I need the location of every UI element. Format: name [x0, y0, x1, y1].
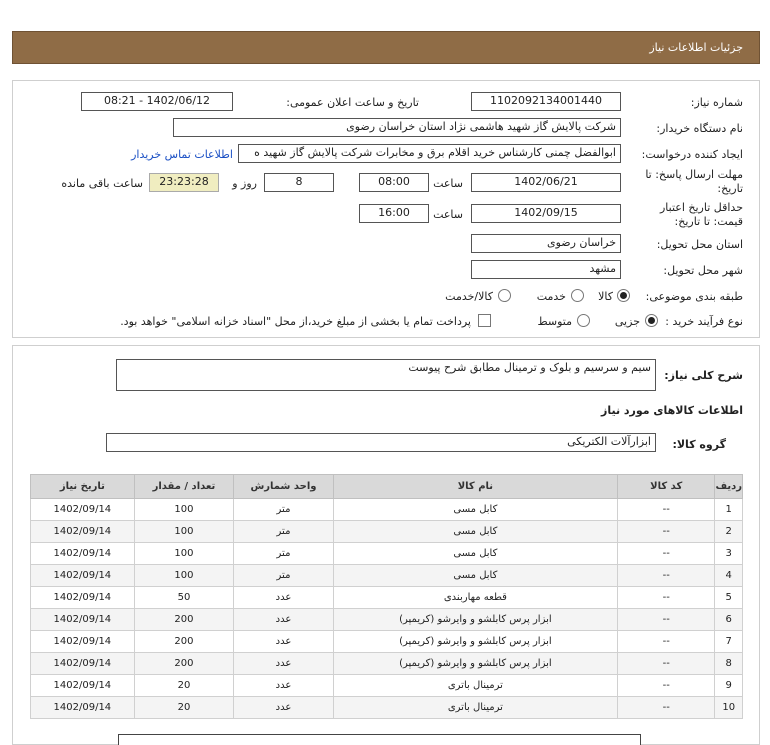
table-row: [31, 587, 743, 609]
buyer-label: نام دستگاه خریدار:: [656, 122, 743, 135]
remaining-label: ساعت باقی مانده: [61, 177, 143, 190]
category-radio-goods[interactable]: [617, 289, 630, 302]
need-info-panel: [12, 80, 760, 338]
item-name-cell: ابزار پرس کابلشو و وایرشو (کریمپر): [333, 653, 617, 675]
row-number-cell: 2: [715, 521, 743, 543]
buyer-field: شرکت پالایش گاز شهید هاشمی نژاد استان خراسان رضوی: [173, 118, 621, 137]
province-label: استان محل تحویل:: [656, 238, 743, 251]
days-label: روز و: [232, 177, 257, 190]
table-row: [31, 675, 743, 697]
need-date-cell: 1402/09/14: [31, 521, 135, 543]
row-number-cell: 3: [715, 543, 743, 565]
unit-cell: عدد: [234, 587, 334, 609]
need-number-field: 1102092134001440: [471, 92, 621, 111]
deadline-time-label: ساعت: [433, 177, 463, 190]
item-code-cell: --: [618, 609, 715, 631]
category-option-service: خدمت: [536, 290, 566, 303]
table-header-row: [31, 475, 743, 499]
item-code-cell: --: [618, 521, 715, 543]
unit-cell: عدد: [234, 609, 334, 631]
quantity-cell: 100: [134, 499, 234, 521]
item-name-cell: ترمینال باتری: [333, 675, 617, 697]
item-code-cell: --: [618, 675, 715, 697]
days-field: 8: [264, 173, 334, 192]
category-option-goods: کالا: [598, 290, 613, 303]
item-code-cell: --: [618, 543, 715, 565]
quantity-cell: 20: [134, 675, 234, 697]
validity-date-field: 1402/09/15: [471, 204, 621, 223]
unit-cell: متر: [234, 499, 334, 521]
table-row: [31, 609, 743, 631]
category-label: طبقه بندی موضوعی:: [645, 290, 743, 303]
category-radio-service[interactable]: [571, 289, 584, 302]
goods-group-field: ابزارآلات الکتریکی: [106, 433, 656, 452]
page-title: جزئیات اطلاعات نیاز: [649, 41, 743, 54]
item-name-cell: کابل مسی: [333, 543, 617, 565]
row-number-cell: 6: [715, 609, 743, 631]
need-date-cell: 1402/09/14: [31, 609, 135, 631]
need-date-cell: 1402/09/14: [31, 565, 135, 587]
quantity-cell: 200: [134, 631, 234, 653]
process-radio-minor[interactable]: [645, 314, 658, 327]
quantity-cell: 100: [134, 543, 234, 565]
goods-info-title: اطلاعات کالاهای مورد نیاز: [601, 404, 743, 417]
goods-group-label: گروه کالا:: [672, 438, 726, 451]
treasury-payment-note: پرداخت تمام یا بخشی از مبلغ خرید،از محل "اسناد خزانه اسلامی" خواهد بود.: [120, 315, 471, 328]
row-number-cell: 5: [715, 587, 743, 609]
table-row: [31, 499, 743, 521]
creator-field: ابوالفضل چمنی کارشناس خرید اقلام برق و مخابرات شرکت پالایش گاز شهید ه: [238, 144, 621, 163]
item-name-cell: کابل مسی: [333, 521, 617, 543]
table-row: [31, 521, 743, 543]
table-row: [31, 565, 743, 587]
row-number-cell: 1: [715, 499, 743, 521]
goods-table: [30, 474, 743, 719]
col-header-row-number: ردیف: [715, 475, 743, 499]
category-option-both: کالا/خدمت: [445, 290, 493, 303]
quantity-cell: 50: [134, 587, 234, 609]
deadline-label: مهلت ارسال پاسخ: تا: [645, 168, 743, 181]
col-header-unit: واحد شمارش: [234, 475, 334, 499]
process-option-minor: جزیی: [614, 315, 640, 328]
quantity-cell: 100: [134, 565, 234, 587]
city-field: مشهد: [471, 260, 621, 279]
unit-cell: عدد: [234, 631, 334, 653]
announce-field: 1402/06/12 - 08:21: [81, 92, 233, 111]
footer-box: [118, 734, 641, 745]
need-date-cell: 1402/09/14: [31, 499, 135, 521]
table-row: [31, 697, 743, 719]
process-label: نوع فرآیند خرید :: [665, 315, 743, 328]
item-name-cell: قطعه مهاربندی: [333, 587, 617, 609]
description-field: سیم و سرسیم و بلوک و ترمینال مطابق شرح پیوست: [116, 359, 656, 391]
validity-label: حداقل تاریخ اعتبار: [659, 201, 743, 214]
item-code-cell: --: [618, 565, 715, 587]
col-header-item-code: کد کالا: [618, 475, 715, 499]
item-name-cell: ترمینال باتری: [333, 697, 617, 719]
unit-cell: متر: [234, 565, 334, 587]
announce-label: تاریخ و ساعت اعلان عمومی:: [286, 96, 419, 109]
description-label: شرح کلی نیاز:: [664, 369, 743, 382]
need-date-cell: 1402/09/14: [31, 543, 135, 565]
category-radio-both[interactable]: [498, 289, 511, 302]
need-number-label: شماره نیاز:: [690, 96, 743, 109]
need-date-cell: 1402/09/14: [31, 697, 135, 719]
unit-cell: عدد: [234, 653, 334, 675]
unit-cell: متر: [234, 521, 334, 543]
need-details-panel: [12, 345, 760, 745]
creator-label: ایجاد کننده درخواست:: [641, 148, 743, 161]
deadline-label-date: تاریخ:: [717, 182, 743, 195]
need-date-cell: 1402/09/14: [31, 631, 135, 653]
item-code-cell: --: [618, 631, 715, 653]
col-header-quantity: تعداد / مقدار: [134, 475, 234, 499]
item-name-cell: کابل مسی: [333, 499, 617, 521]
col-header-item-name: نام کالا: [333, 475, 617, 499]
col-header-need-date: تاریخ نیاز: [31, 475, 135, 499]
unit-cell: متر: [234, 543, 334, 565]
unit-cell: عدد: [234, 697, 334, 719]
row-number-cell: 10: [715, 697, 743, 719]
validity-label-date: قیمت: تا تاریخ:: [674, 215, 743, 228]
quantity-cell: 200: [134, 609, 234, 631]
table-row: [31, 543, 743, 565]
treasury-payment-checkbox[interactable]: [478, 314, 491, 327]
validity-time-field: 16:00: [359, 204, 429, 223]
process-radio-medium[interactable]: [577, 314, 590, 327]
item-code-cell: --: [618, 653, 715, 675]
table-row: [31, 653, 743, 675]
item-name-cell: ابزار پرس کابلشو و وایرشو (کریمپر): [333, 609, 617, 631]
deadline-date-field: 1402/06/21: [471, 173, 621, 192]
need-date-cell: 1402/09/14: [31, 675, 135, 697]
row-number-cell: 4: [715, 565, 743, 587]
quantity-cell: 100: [134, 521, 234, 543]
item-code-cell: --: [618, 587, 715, 609]
row-number-cell: 8: [715, 653, 743, 675]
item-code-cell: --: [618, 697, 715, 719]
contact-buyer-link[interactable]: اطلاعات تماس خریدار: [131, 148, 233, 161]
deadline-time-field: 08:00: [359, 173, 429, 192]
table-row: [31, 631, 743, 653]
process-option-medium: متوسط: [537, 315, 572, 328]
remaining-time-field: 23:23:28: [149, 173, 219, 192]
quantity-cell: 200: [134, 653, 234, 675]
page-header: [12, 31, 760, 64]
city-label: شهر محل تحویل:: [663, 264, 743, 277]
need-date-cell: 1402/09/14: [31, 653, 135, 675]
quantity-cell: 20: [134, 697, 234, 719]
province-field: خراسان رضوی: [471, 234, 621, 253]
validity-time-label: ساعت: [433, 208, 463, 221]
need-date-cell: 1402/09/14: [31, 587, 135, 609]
row-number-cell: 9: [715, 675, 743, 697]
item-name-cell: ابزار پرس کابلشو و وایرشو (کریمپر): [333, 631, 617, 653]
unit-cell: عدد: [234, 675, 334, 697]
item-name-cell: کابل مسی: [333, 565, 617, 587]
item-code-cell: --: [618, 499, 715, 521]
row-number-cell: 7: [715, 631, 743, 653]
